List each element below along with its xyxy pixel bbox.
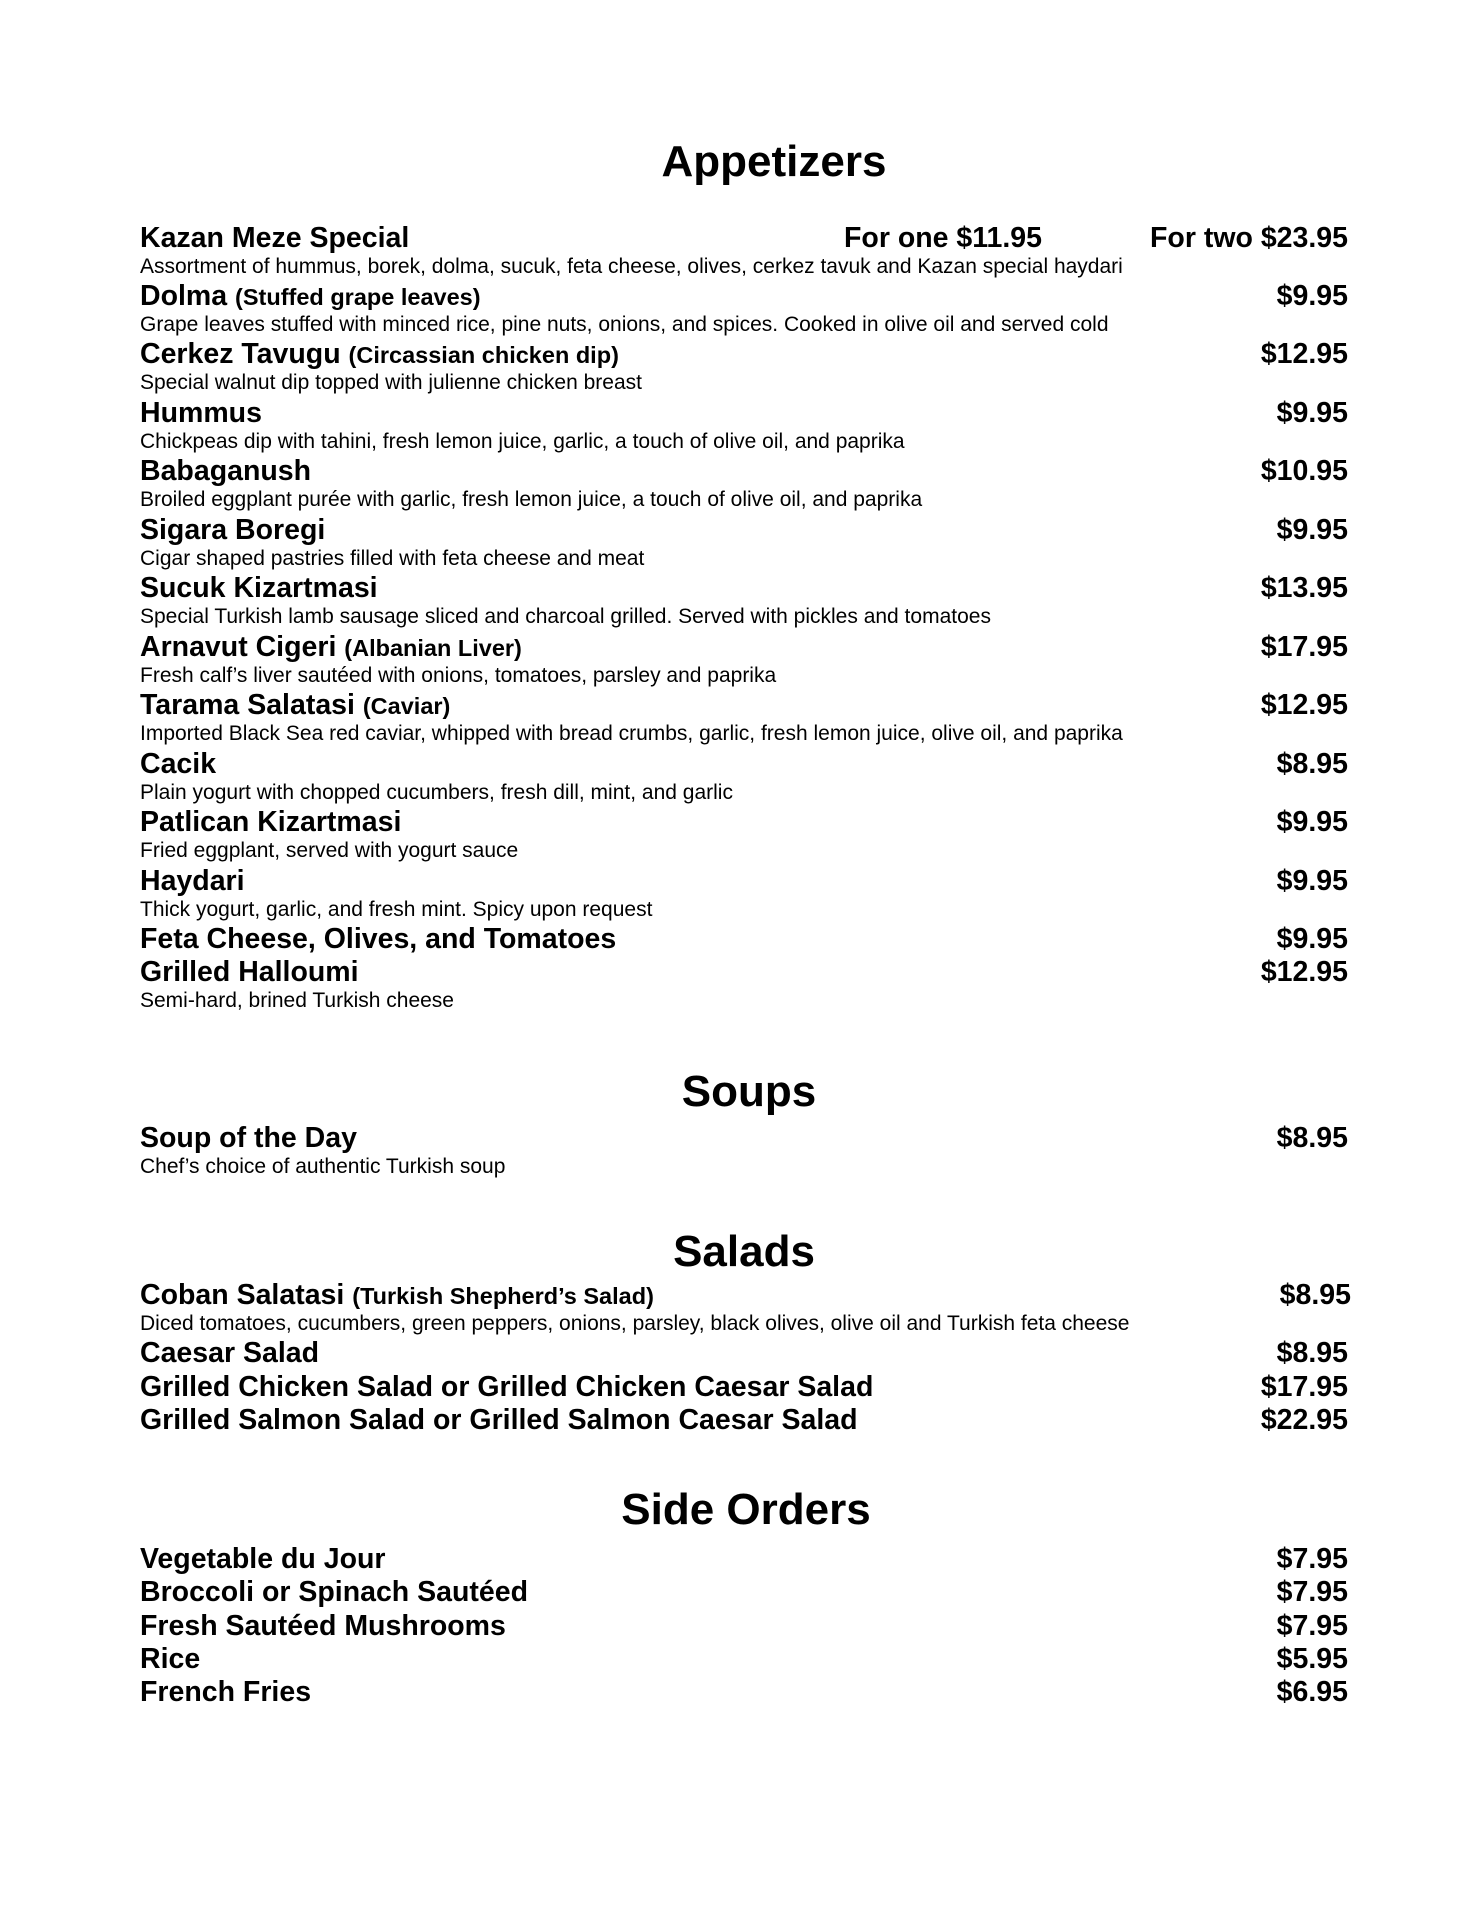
item-description: Special walnut dip topped with julienne chicken breast [140, 371, 642, 394]
item-name-subtitle: (Caviar) [362, 693, 451, 719]
item-name [140, 689, 450, 723]
item-price: $9.95 [1276, 923, 1348, 955]
item-price: $12.95 [1260, 956, 1348, 988]
menu-item-sigara-boregi [140, 514, 1348, 571]
item-price-for-one: For one $11.95 [844, 222, 1043, 254]
item-price: $9.95 [1276, 865, 1348, 897]
item-description: Grape leaves stuffed with minced rice, pine nuts, onions, and spices. Cooked in olive oil and served cold [140, 313, 1109, 336]
item-description: Cigar shaped pastries filled with feta cheese and meat [140, 547, 645, 570]
menu-item-kazan-meze-special [140, 222, 1348, 279]
item-description: Fresh calf’s liver sautéed with onions, tomatoes, parsley and paprika [140, 664, 777, 687]
item-name-subtitle: (Stuffed grape leaves) [235, 284, 481, 310]
item-description: Fried eggplant, served with yogurt sauce [140, 839, 519, 862]
item-name: Rice [140, 1643, 201, 1675]
item-name: Babaganush [140, 455, 312, 487]
menu-item-coban-salatasi [140, 1279, 1351, 1336]
section-title-appetizers: Appetizers [661, 137, 887, 186]
item-name: Vegetable du Jour [140, 1543, 386, 1575]
item-price: $8.95 [1276, 1122, 1348, 1154]
item-price: $7.95 [1276, 1543, 1348, 1575]
item-name [140, 631, 522, 665]
item-name [140, 1279, 654, 1313]
item-price: $5.95 [1276, 1643, 1348, 1675]
item-name-subtitle: (Albanian Liver) [344, 635, 522, 661]
menu-item-tarama-salatasi [140, 689, 1348, 746]
item-name: Hummus [140, 397, 262, 429]
item-price: $8.95 [1276, 748, 1348, 780]
item-description: Assortment of hummus, borek, dolma, sucuk, feta cheese, olives, cerkez tavuk and Kazan special haydari [140, 255, 1123, 278]
item-description: Special Turkish lamb sausage sliced and charcoal grilled. Served with pickles and tomatoes [140, 605, 991, 628]
item-name-text: Tarama Salatasi [140, 689, 355, 721]
item-description: Plain yogurt with chopped cucumbers, fresh dill, mint, and garlic [140, 781, 733, 804]
item-name [140, 280, 481, 314]
item-price: $17.95 [1260, 631, 1348, 663]
item-price-for-two: For two $23.95 [1150, 222, 1348, 254]
item-price: $13.95 [1260, 572, 1348, 604]
item-name: Sucuk Kizartmasi [140, 572, 378, 604]
menu-item-haydari [140, 865, 1348, 922]
item-price: $9.95 [1276, 806, 1348, 838]
item-name: Grilled Chicken Salad or Grilled Chicken Caesar Salad [140, 1371, 874, 1403]
menu-item-cacik [140, 748, 1348, 805]
item-price: $22.95 [1260, 1404, 1348, 1436]
menu-item-feta-cheese [140, 923, 1348, 956]
item-name: Haydari [140, 865, 245, 897]
item-name: Patlican Kizartmasi [140, 806, 402, 838]
item-name-text: Dolma [140, 280, 228, 312]
menu-item-vegetable-du-jour [140, 1543, 1348, 1576]
item-name: Feta Cheese, Olives, and Tomatoes [140, 923, 617, 955]
item-name: Sigara Boregi [140, 514, 326, 546]
menu-item-hummus [140, 397, 1348, 454]
item-price: $17.95 [1260, 1371, 1348, 1403]
item-name: Kazan Meze Special [140, 222, 410, 254]
item-name: Grilled Halloumi [140, 956, 359, 988]
item-description: Thick yogurt, garlic, and fresh mint. Spicy upon request [140, 898, 653, 921]
item-description: Chickpeas dip with tahini, fresh lemon juice, garlic, a touch of olive oil, and paprika [140, 430, 905, 453]
menu-item-rice [140, 1643, 1348, 1676]
menu-item-french-fries [140, 1676, 1348, 1709]
menu-item-sauteed-mushrooms [140, 1610, 1348, 1643]
item-description: Broiled eggplant purée with garlic, fresh lemon juice, a touch of olive oil, and paprika [140, 488, 923, 511]
item-price: $12.95 [1260, 338, 1348, 370]
item-price: $7.95 [1276, 1576, 1348, 1608]
section-title-side-orders: Side Orders [621, 1485, 871, 1534]
item-name-text: Arnavut Cigeri [140, 631, 337, 663]
item-description: Chef’s choice of authentic Turkish soup [140, 1155, 506, 1178]
item-name: Grilled Salmon Salad or Grilled Salmon Caesar Salad [140, 1404, 858, 1436]
item-price: $12.95 [1260, 689, 1348, 721]
item-price: $9.95 [1276, 280, 1348, 312]
menu-item-broccoli-or-spinach [140, 1576, 1348, 1609]
item-name: Caesar Salad [140, 1337, 320, 1369]
item-price: $8.95 [1279, 1279, 1351, 1311]
item-name-subtitle: (Turkish Shepherd’s Salad) [352, 1283, 654, 1309]
section-title-soups: Soups [681, 1067, 817, 1116]
section-title-salads: Salads [673, 1227, 815, 1276]
menu-item-grilled-salmon-salad [140, 1404, 1348, 1437]
item-price: $6.95 [1276, 1676, 1348, 1708]
item-name-text: Cerkez Tavugu [140, 338, 341, 370]
item-description: Imported Black Sea red caviar, whipped with bread crumbs, garlic, fresh lemon juice, olive oil, and paprika [140, 722, 1123, 745]
item-price: $8.95 [1276, 1337, 1348, 1369]
menu-item-arnavut-cigeri [140, 631, 1348, 688]
menu-item-sucuk-kizartmasi [140, 572, 1348, 629]
item-name: Cacik [140, 748, 217, 780]
menu-item-soup-of-the-day [140, 1122, 1348, 1179]
item-price: $9.95 [1276, 514, 1348, 546]
menu-item-grilled-halloumi [140, 956, 1348, 1013]
item-price: $10.95 [1260, 455, 1348, 487]
menu-item-caesar-salad [140, 1337, 1348, 1370]
menu-item-cerkez-tavugu [140, 338, 1348, 395]
item-name-subtitle: (Circassian chicken dip) [348, 342, 619, 368]
item-price: $9.95 [1276, 397, 1348, 429]
item-name [140, 338, 619, 372]
menu-item-babaganush [140, 455, 1348, 512]
menu-item-grilled-chicken-salad [140, 1371, 1348, 1404]
menu-item-dolma [140, 280, 1348, 337]
item-name: Fresh Sautéed Mushrooms [140, 1610, 506, 1642]
item-name: Soup of the Day [140, 1122, 357, 1154]
item-price: $7.95 [1276, 1610, 1348, 1642]
menu-item-patlican-kizartmasi [140, 806, 1348, 863]
item-description: Semi-hard, brined Turkish cheese [140, 989, 454, 1012]
item-name-text: Coban Salatasi [140, 1279, 345, 1311]
item-name: Broccoli or Spinach Sautéed [140, 1576, 529, 1608]
item-description: Diced tomatoes, cucumbers, green peppers, onions, parsley, black olives, olive oil and Turkish feta cheese [140, 1312, 1130, 1335]
item-name: French Fries [140, 1676, 312, 1708]
